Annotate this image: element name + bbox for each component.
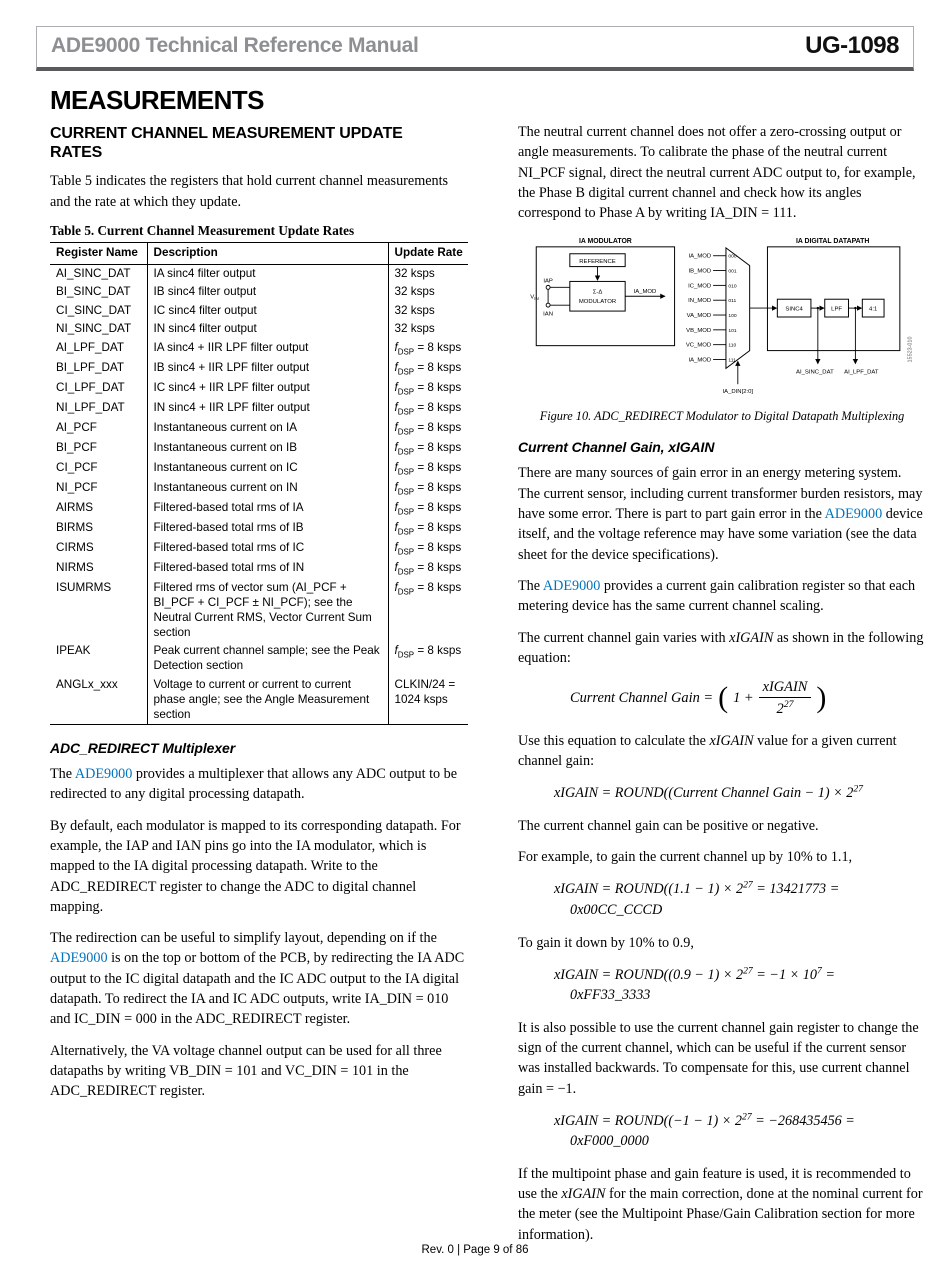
ian-pin: [546, 304, 550, 308]
document-page: [0, 26, 950, 1256]
ade9000-link[interactable]: ADE9000: [824, 506, 883, 523]
update-rate-cell: 32 ksps: [388, 283, 468, 301]
adc-redirect-p2: By default, each modulator is mapped to its corresponding datapath. For example, the IAP and IAN pins go into the IA modulator, which is mapped to the IA digital processing datapath. Write to the ADC_REDIRECT register to change the ADC to digital channel mapping.: [50, 817, 461, 915]
ia-modulator-label: IA MODULATOR: [578, 238, 632, 246]
register-name-cell: AIRMS: [56, 500, 94, 514]
table-row: [50, 379, 468, 399]
register-name-cell: BI_PCF: [56, 440, 97, 454]
vin-label: $V_{IN}$: [530, 295, 539, 302]
update-rate-cell: $f_{DSP} = 8$ ksps: [388, 479, 468, 499]
open-paren: (: [718, 681, 729, 715]
figure-10-caption: Figure 10. ADC_REDIRECT Modulator to Digital Datapath Multiplexing: [539, 409, 905, 424]
table-row: [50, 283, 468, 301]
equation-line: xIGAIN = ROUND((Current Channel Gain − $1) \times 2^{27}$: [554, 783, 863, 802]
ade9000-link[interactable]: ADE9000: [74, 766, 133, 783]
manual-title: ADE9000 Technical Reference Manual: [51, 34, 419, 57]
fraction-numerator: xIGAIN: [759, 679, 812, 698]
figure-watermark: 15523-010: [907, 336, 914, 363]
description-cell: IB sinc4 filter output: [147, 283, 388, 301]
description-cell: Filtered rms of vector sum (AI_PCF + BI_PCF + CI_PCF ± NI_PCF); see the Neutral Current RMS, Vector Current Sum section: [147, 579, 388, 642]
mux-select-label: IA_DIN[2:0]: [722, 389, 754, 396]
sigma-delta-label: Σ-Δ: [592, 289, 603, 296]
equation-line: 0x00CC_CCCD: [570, 901, 663, 918]
table-row: [50, 559, 468, 579]
register-name-cell: IPEAK: [56, 644, 91, 658]
table-row: [50, 339, 468, 359]
mux-code: 100: [728, 314, 737, 320]
gain-equation: [570, 679, 926, 717]
mux-input-label: IN_MOD: [688, 298, 712, 305]
table-row: [50, 320, 468, 338]
lpf-label: LPF: [831, 307, 843, 314]
update-rate-cell: $f_{DSP} = 8$ ksps: [388, 399, 468, 419]
register-name-cell: CI_SINC_DAT: [56, 303, 132, 317]
adc-redirect-p1: The ADE9000 provides a multiplexer that allows any ADC output to be redirected to any digital processing datapath.: [50, 766, 458, 803]
description-cell: Filtered-based total rms of IN: [147, 559, 388, 579]
mux-input-label: VB_MOD: [686, 328, 712, 335]
register-name-cell: NI_LPF_DAT: [56, 400, 125, 414]
update-rate-cell: $f_{DSP} = 8$ ksps: [388, 459, 468, 479]
sinc4-label: SINC4: [785, 307, 803, 314]
table-row: [50, 539, 468, 559]
update-rates-table-body: [50, 264, 468, 724]
register-name-cell: CI_PCF: [56, 460, 98, 474]
modulator-label: MODULATOR: [578, 299, 617, 306]
description-cell: Instantaneous current on IA: [147, 419, 388, 439]
gain-p1: There are many sources of gain error in an energy metering system. The current sensor, including current transformer burden resistors, may have some error. There is part to part gain error in the ADE9000 device itself, and the voltage reference may have some variation (see the data sheet for the device specifications).: [518, 465, 923, 563]
description-cell: Filtered-based total rms of IA: [147, 499, 388, 519]
ia-mod-output-label: IA_MOD: [633, 289, 657, 296]
description-cell: Peak current channel sample; see the Peak Detection section: [147, 642, 388, 675]
mux-input-label: IB_MOD: [688, 269, 712, 276]
neutral-current-paragraph: The neutral current channel does not offer a zero-crossing output or angle measurements. To calibrate the phase of the neutral current NI_PCF signal, direct the neutral current ADC output to, for example, the Phase B digital current channel and check how its angles correspond to Phase A by writing IA_DIN = 111.: [518, 124, 916, 222]
gain-p6: For example, to gain the current channel up by 10% to 1.1,: [518, 849, 853, 866]
update-rate-cell: $f_{DSP} = 8$ ksps: [388, 339, 468, 359]
mux-input-label: IA_MOD: [688, 254, 712, 261]
mux-code: 001: [728, 270, 737, 276]
adc-redirect-p4: Alternatively, the VA voltage channel output can be used for all three datapaths by writing VB_DIN = 101 and VC_DIN = 101 in the ADC_REDIRECT register.: [50, 1042, 442, 1100]
mux-code: 010: [728, 284, 737, 290]
mux-code: 011: [728, 299, 737, 305]
update-rate-cell: 32 ksps: [388, 302, 468, 320]
ade9000-link[interactable]: ADE9000: [50, 950, 108, 967]
mux-input-label: VC_MOD: [685, 343, 712, 350]
register-name-cell: ANGLx_xxx: [56, 677, 118, 691]
table-header: [50, 242, 468, 264]
mux-shape: [726, 248, 750, 369]
update-rate-cell: $f_{DSP} = 8$ ksps: [388, 539, 468, 559]
equation-line: 0xF000_0000: [570, 1133, 649, 1150]
table-row: [50, 519, 468, 539]
table-row: [50, 359, 468, 379]
table-row: [50, 479, 468, 499]
register-name-cell: ISUMRMS: [56, 580, 112, 594]
gain-p8: It is also possible to use the current channel gain register to change the sign of the current channel, which can be useful if the current sensor was installed backwards. To compensate for this, use current channel gain = −1.: [518, 1019, 919, 1097]
table-row: [50, 399, 468, 419]
description-cell: IN sinc4 filter output: [147, 320, 388, 338]
description-cell: IA sinc4 + IIR LPF filter output: [147, 339, 388, 359]
ian-pin-label: IAN: [543, 312, 554, 319]
iap-pin-label: IAP: [543, 278, 553, 285]
description-cell: Filtered-based total rms of IC: [147, 539, 388, 559]
equation-line: xIGAIN = ROUND((0.9 − $1) \times 2^{27} = -1 \times 10^7$ =: [554, 964, 835, 983]
equation-term: 1 +: [733, 689, 754, 706]
column-header-register-name: Register Name: [56, 245, 138, 259]
ai-lpf-dat-label: AI_LPF_DAT: [844, 369, 879, 376]
table-row: [50, 439, 468, 459]
table-row: [50, 264, 468, 283]
register-name-cell: CIRMS: [56, 540, 94, 554]
register-name-cell: AI_LPF_DAT: [56, 340, 124, 354]
xigain-down-equation: [554, 964, 926, 1006]
update-rates-table: [50, 242, 468, 725]
equation-line: xIGAIN = ROUND((−1 − $1) \times 2^{27} = -268435456$ =: [554, 1110, 855, 1129]
page-footer: Rev. 0 | Page 9 of 86: [421, 1244, 529, 1256]
description-cell: IC sinc4 + IIR LPF filter output: [147, 379, 388, 399]
mux-input-wires: [713, 256, 726, 360]
xigain-negative-equation: [554, 1110, 926, 1152]
equation-line: xIGAIN = ROUND((1.1 − $1) \times 2^{27} = 13421773$ =: [554, 879, 840, 898]
gain-p2: The ADE9000 provides a current gain calibration register so that each metering device has the same current channel scaling.: [518, 577, 916, 615]
table-header-row: [50, 242, 468, 264]
gain-p7: To gain it down by 10% to 0.9,: [518, 934, 694, 951]
description-cell: IN sinc4 + IIR LPF filter output: [147, 399, 388, 419]
register-name-cell: NIRMS: [56, 560, 94, 574]
update-rate-cell: $f_{DSP} = 8$ ksps: [388, 359, 468, 379]
figure-10-diagram: [518, 234, 926, 400]
update-rate-cell: 32 ksps: [388, 264, 468, 283]
gain-p3: The current channel gain varies with xIGAIN as shown in the following equation:: [518, 629, 924, 666]
description-cell: IA sinc4 filter output: [147, 264, 388, 283]
table-row: [50, 642, 468, 675]
description-cell: IC sinc4 filter output: [147, 302, 388, 320]
table-row: [50, 499, 468, 519]
description-cell: IB sinc4 + IIR LPF filter output: [147, 359, 388, 379]
table-row: [50, 459, 468, 479]
fraction: [759, 679, 812, 717]
update-rate-cell: $f_{DSP} = 8$ ksps: [388, 439, 468, 459]
xigain-heading: Current Channel Gain, xIGAIN: [518, 439, 715, 456]
mux-input-label: VA_MOD: [686, 313, 712, 320]
xigain-up-equation: [554, 879, 926, 921]
gain-p5: The current channel gain can be positive or negative.: [518, 818, 819, 834]
description-cell: Instantaneous current on IN: [147, 479, 388, 499]
xigain-round-equation: [554, 783, 926, 804]
mux-code: 000: [728, 255, 737, 261]
update-rate-cell: $f_{DSP} = 8$ ksps: [388, 419, 468, 439]
section-heading-current-channel: CURRENT CHANNEL MEASUREMENT UPDATE RATES: [50, 125, 403, 162]
mux-input-label: IC_MOD: [688, 283, 712, 290]
gain-p4: Use this equation to calculate the xIGAIN value for a given current channel gain:: [518, 733, 897, 770]
adc-redirect-heading: ADC_REDIRECT Multiplexer: [50, 740, 236, 757]
equation-line: 0xFF33_3333: [570, 987, 651, 1004]
update-rate-cell: $f_{DSP} = 8$ ksps: [388, 379, 468, 399]
equation-lhs: Current Channel Gain =: [570, 689, 714, 706]
ade9000-link[interactable]: ADE9000: [542, 577, 601, 594]
description-cell: Instantaneous current on IB: [147, 439, 388, 459]
close-paren: ): [816, 681, 827, 715]
update-rate-cell: CLKIN/24 = 1024 ksps: [388, 676, 468, 725]
register-name-cell: NI_PCF: [56, 480, 98, 494]
update-rate-cell: $f_{DSP} = 8$ ksps: [388, 499, 468, 519]
figure-10: [518, 234, 926, 424]
table-caption: Table 5. Current Channel Measurement Update Rates: [50, 222, 355, 238]
update-rate-cell: 32 ksps: [388, 320, 468, 338]
description-cell: Voltage to current or current to current phase angle; see the Angle Measurement section: [147, 676, 388, 725]
ia-digital-datapath-label: IA DIGITAL DATAPATH: [795, 238, 870, 246]
register-name-cell: AI_PCF: [56, 420, 97, 434]
right-column: [518, 122, 926, 1256]
column-header-update-rate: Update Rate: [388, 242, 468, 264]
register-name-cell: BI_LPF_DAT: [56, 360, 124, 374]
fraction-denominator: $2^{27}$: [776, 698, 794, 717]
mux-input-label: IA_MOD: [688, 357, 712, 364]
page-title: MEASUREMENTS: [50, 85, 264, 115]
register-name-cell: NI_SINC_DAT: [56, 322, 132, 336]
iap-pin: [546, 286, 550, 290]
register-name-cell: BIRMS: [56, 520, 94, 534]
ai-sinc-dat-label: AI_SINC_DAT: [796, 369, 834, 376]
column-header-description: Description: [147, 242, 388, 264]
mux-code: 101: [728, 329, 737, 335]
update-rate-cell: $f_{DSP} = 8$ ksps: [388, 559, 468, 579]
update-rate-cell: $f_{DSP} = 8$ ksps: [388, 642, 468, 675]
reference-label: REFERENCE: [579, 259, 616, 266]
table-row: [50, 579, 468, 642]
document-header: [36, 26, 914, 71]
table-row: [50, 676, 468, 725]
gain-p9: If the multipoint phase and gain feature is used, it is recommended to use the xIGAIN for the main correction, done at the nominal current for the meter (see the Multipoint Phase/Gain Calibration section for more information).: [518, 1165, 923, 1243]
decimation-label: 4:1: [869, 307, 878, 314]
two-column-layout: [50, 122, 924, 1256]
register-name-cell: CI_LPF_DAT: [56, 380, 125, 394]
mux-code: 110: [728, 344, 737, 350]
mux-code: 111: [728, 358, 736, 364]
page-content: [0, 71, 950, 1256]
doc-id: UG-1098: [805, 32, 899, 59]
update-rate-cell: $f_{DSP} = 8$ ksps: [388, 579, 468, 642]
description-cell: Instantaneous current on IC: [147, 459, 388, 479]
sigma-delta-modulator-box: [570, 282, 625, 312]
register-name-cell: AI_SINC_DAT: [56, 266, 131, 280]
section-intro-paragraph: Table 5 indicates the registers that hold current channel measurements and the rate at which they update.: [50, 173, 449, 210]
adc-redirect-p3: The redirection can be useful to simplify layout, depending on if the ADE9000 is on the top or bottom of the PCB, by redirecting the IA ADC output to the IC digital datapath and the IC ADC output to the IA digital datapath. To redirect the IA and IC ADC outputs, write IA_DIN = 010 and IC_DIN = 000 in the ADC_REDIRECT register.: [50, 930, 465, 1028]
table-row: [50, 302, 468, 320]
table-row: [50, 419, 468, 439]
register-name-cell: BI_SINC_DAT: [56, 285, 131, 299]
left-column: [50, 122, 468, 1256]
update-rate-cell: $f_{DSP} = 8$ ksps: [388, 519, 468, 539]
mux-input-labels: [686, 254, 711, 364]
description-cell: Filtered-based total rms of IB: [147, 519, 388, 539]
